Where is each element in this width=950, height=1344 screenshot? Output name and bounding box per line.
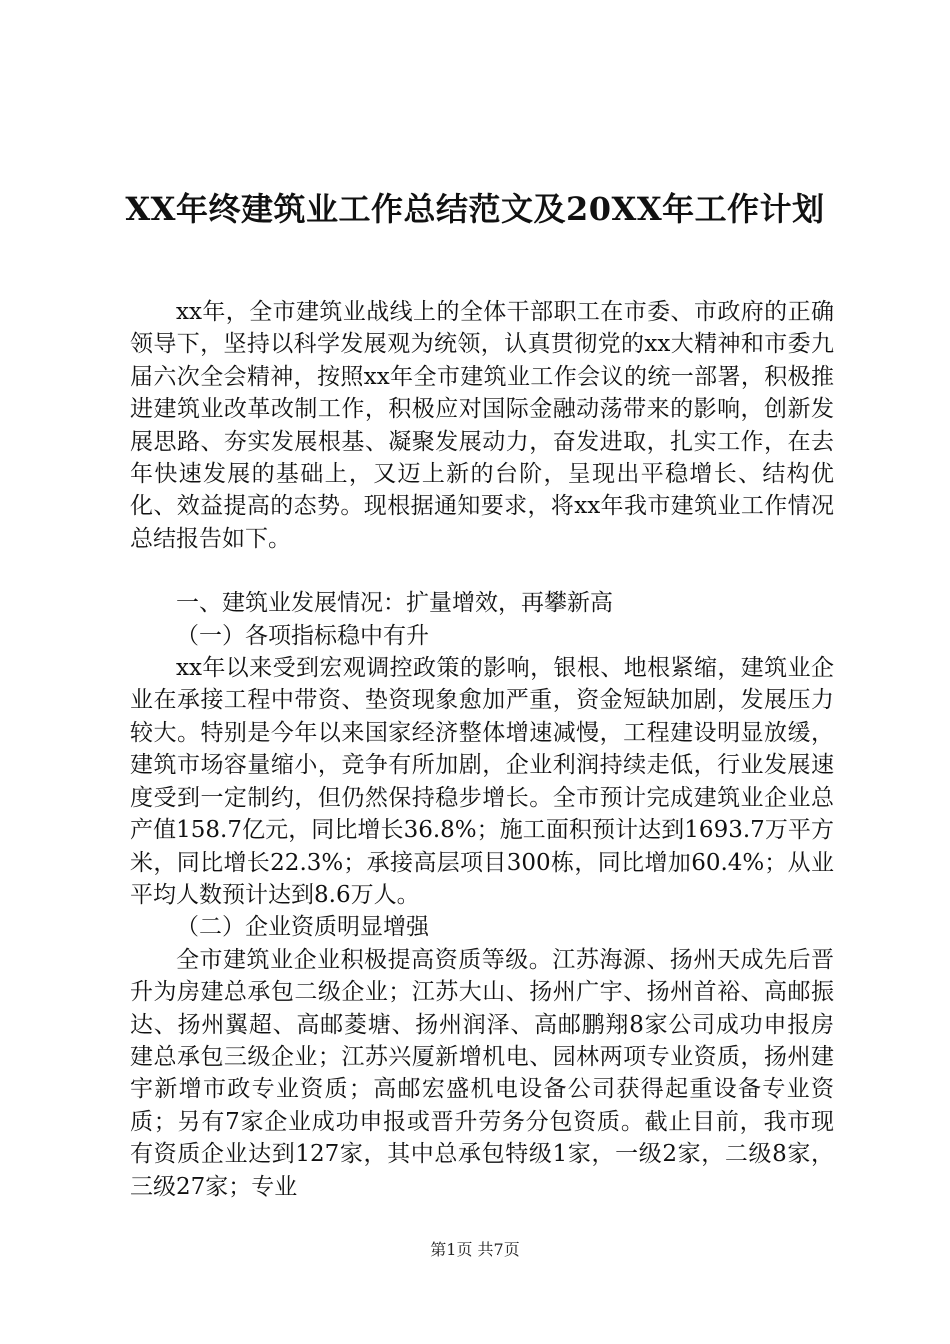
document-title: XX年终建筑业工作总结范文及20XX年工作计划 — [125, 190, 825, 228]
paragraph-intro: xx年，全市建筑业战线上的全体干部职工在市委、市政府的正确领导下，坚持以科学发展观为统领，认真贯彻党的xx大精神和市委九届六次全会精神，按照xx年全市建筑业工作会议的统一部署，积极推进建筑业改革改制工作，积极应对国际金融动荡带来的影响，创新发展思路、夯实发展根基、凝聚发展动力，奋发进取，扎实工作，在去年快速发展的基础上，又迈上新的台阶，呈现出平稳增长、结构优化、效益提高的态势。现根据通知要求，将xx年我市建筑业工作情况总结报告如下。 — [130, 299, 834, 552]
paragraph-qualifications: 全市建筑业企业积极提高资质等级。江苏海源、扬州天成先后晋升为房建总承包二级企业；江苏大山、扬州广宇、扬州首裕、高邮振达、扬州翼超、高邮菱塘、扬州润泽、高邮鹏翔8家公司成功申报房建总承包三级企业；江苏兴厦新增机电、园林两项专业资质，扬州建宇新增市政专业资质；高邮宏盛机电设备公司获得起重设备专业资质；另有7家企业成功申报或晋升劳务分包资质。截止目前，我市现有资质企业达到127家，其中总承包特级1家，一级2家，二级8家，三级27家；专业 — [130, 946, 834, 1200]
paragraph-spacer — [130, 555, 834, 587]
section-heading-1: 一、建筑业发展情况：扩量增效，再攀新高 — [176, 590, 613, 617]
subsection-heading-2: （二）企业资质明显增强 — [176, 914, 429, 941]
paragraph-indicators: xx年以来受到宏观调控政策的影响，银根、地根紧缩，建筑业企业在承接工程中带资、垫资现象愈加严重，资金短缺加剧，发展压力较大。特别是今年以来国家经济整体增速减慢，工程建设明显放缓，建筑市场容量缩小，竞争有所加剧，企业利润持续走低，行业发展速度受到一定制约，但仍然保持稳步增长。全市预计完成建筑业企业总产值158.7亿元，同比增长36.8%；施工面积预计达到1693.7万平方米，同比增长22.3%；承接高层项目300栋，同比增加60.4%；从业平均人数预计达到8.6万人。 — [130, 655, 834, 908]
subsection-heading-1: （一）各项指标稳中有升 — [176, 622, 429, 649]
document-body — [130, 296, 834, 1203]
page-number-footer: 第1页 共7页 — [430, 1240, 520, 1259]
